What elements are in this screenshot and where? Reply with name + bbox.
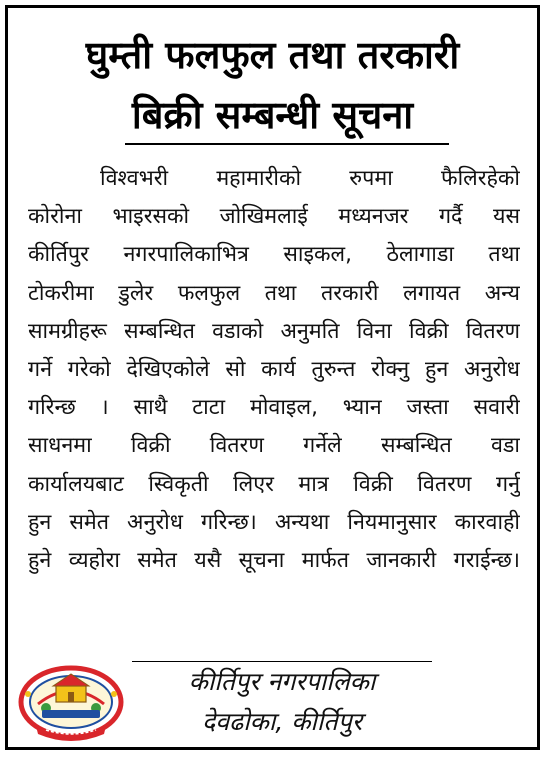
body-line: गरिन्छ । साथै टाटा मोवाइल, भ्यान जस्ता सवारी [28,395,520,421]
body-line: सामग्रीहरू सम्बन्धित वडाको अनुमति विना विक्री वितरण [28,318,520,344]
body-line: गर्ने गरेको देखिएकोले सो कार्य तुरुन्त रोक्नु हुन अनुरोध [28,356,520,382]
body-line: हुन समेत अनुरोध गरिन्छ। अन्यथा नियमानुसार कारवाही [28,509,520,535]
title-underline [125,143,449,145]
notice-body [28,160,520,580]
body-line: कीर्तिपुर नगरपालिकाभित्र साइकल, ठेलागाडा तथा [28,242,520,268]
body-line: टोकरीमा डुलेर फलफुल तथा तरकारी लगायत अन्य [28,280,520,306]
body-line: कार्यालयबाट स्विकृती लिएर मात्र विक्री वितरण गर्नु [28,471,520,497]
body-line: हुने व्यहोरा समेत यसै सूचना मार्फत जानकारी गराईन्छ। [28,547,520,573]
notice-title-line-2: बिक्री सम्बन्धी सूचना [131,93,414,137]
kirtipur-municipality-seal-icon [16,664,126,744]
body-line: कोरोना भाइरसको जोखिमलाई मध्यनजर गर्दै यस [28,204,520,230]
notice-title-line-1: घुम्ती फलफुल तथा तरकारी [85,33,460,77]
signature-divider [132,661,432,662]
signature-organization: कीर्तिपुर नगरपालिका [188,667,376,696]
body-line: साधनमा विक्री वितरण गर्नेले सम्बन्धित वडा [28,433,520,459]
body-line: विश्वभरी महामारीको रुपमा फैलिरहेको [100,166,520,191]
signature-address: देवढोका, कीर्तिपुर [201,707,363,736]
